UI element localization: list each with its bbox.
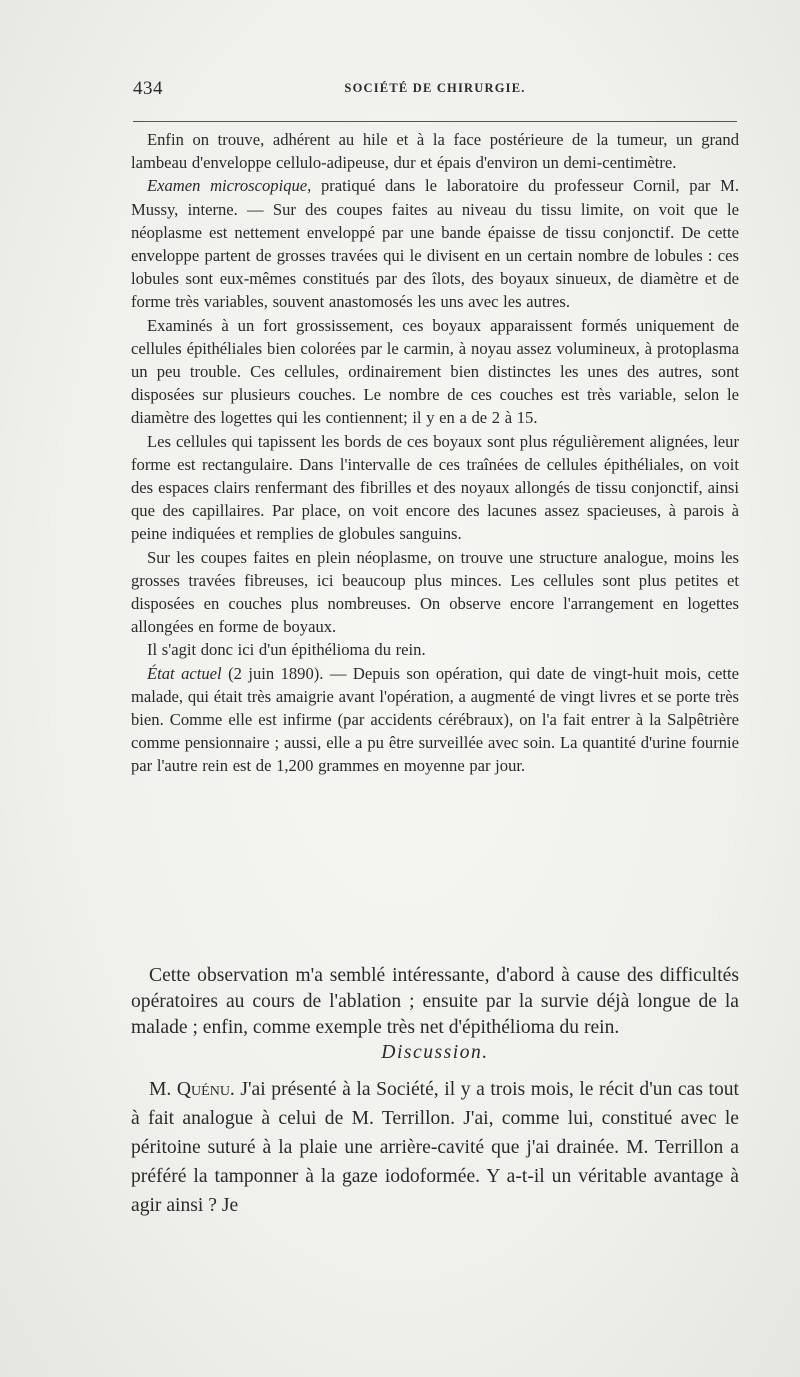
paragraph-microscopic-exam: Examen microscopique, pratiqué dans le laboratoire du professeur Cornil, par M. Mussy, interne. — Sur des coupes faites au niveau du tissu limite, on voit que le néoplasme est nettement enveloppé par une bande épaisse de tissu conjonctif. De cette enveloppe partent de grosses travées qui le divisent en un certain nombre de lobules : ces lobules sont eux-mêmes constitués par des îlots, des boyaux sinueux, de diamètre et de forme très variables, souvent anastomosés les uns avec les autres.	[131, 176, 739, 312]
section-label: Examen microscopique,	[147, 176, 312, 196]
header-rule	[133, 121, 737, 122]
discussion-heading: Discussion.	[381, 1042, 489, 1063]
page-number: 434	[133, 78, 163, 99]
paragraph: Examinés à un fort grossissement, ces boyaux apparaissent formés uniquement de cellules épithéliales bien colorées par le carmin, à noyau assez volumineux, à protoplasma un peu trouble. Ces cellules, ordinairement bien distinctes les unes des autres, sont disposées sur plusieurs couches. Le nombre de ces couches est très variable, selon le diamètre des logettes qui les contiennent; il y en a de 2 à 15.	[131, 315, 739, 428]
section-label: État actuel	[147, 663, 222, 683]
case-report-text	[131, 128, 739, 778]
discussion-text	[131, 963, 739, 1220]
paragraph: Les cellules qui tapissent les bords de ces boyaux sont plus régulièrement alignées, leur forme est rectangulaire. Dans l'intervalle de ces traînées de cellules épithéliales, on voit des espaces clairs renfermant des fibrilles et des noyaux allongés de tissu conjonctif, ainsi que des capillaires. Par place, on voit encore des lacunes assez spacieuses, à parois à peine indiquées et remplies de globules sanguins.	[131, 431, 739, 544]
paragraph: Il s'agit donc ici d'un épithélioma du rein.	[147, 640, 426, 660]
paragraph: Sur les coupes faites en plein néoplasme, on trouve une structure analogue, moins les grosses travées fibreuses, ici beaucoup plus minces. Les cellules sont plus petites et disposées en couches plus nombreuses. On observe encore l'arrangement en logettes allongées en forme de boyaux.	[131, 547, 739, 637]
paragraph: Enfin on trouve, adhérent au hile et à la face postérieure de la tumeur, un grand lambeau d'enveloppe cellulo-adipeuse, dur et épais d'environ un demi-centimètre.	[131, 130, 739, 173]
paragraph-conclusion: Cette observation m'a semblé intéressante, d'abord à cause des difficultés opératoires au cours de l'ablation ; ensuite par la survie déjà longue de la malade ; enfin, comme exemple très net d'épithélioma du rein.	[131, 965, 739, 1038]
speaker-name: M. Quénu.	[149, 1079, 235, 1100]
running-title: SOCIÉTÉ DE CHIRURGIE.	[344, 81, 526, 95]
paragraph-current-state: État actuel (2 juin 1890). — Depuis son opération, qui date de vingt-huit mois, cette malade, qui était très amaigrie avant l'opération, a augmenté de vingt livres et se porte très bien. Comme elle est infirme (par accidents cérébraux), on l'a fait entrer à la Salpêtrière comme pensionnaire ; aussi, elle a pu être surveillée avec soin. La quantité d'urine fournie par l'autre rein est de 1,200 grammes en moyenne par jour.	[131, 663, 739, 776]
page-header	[133, 78, 737, 102]
paragraph-speaker: M. Quénu. J'ai présenté à la Société, il y a trois mois, le récit d'un cas tout à fait analogue à celui de M. Terrillon. J'ai, comme lui, constitué avec le péritoine suturé à la plaie une arrière-cavité que j'ai drainée. M. Terrillon a préféré la tamponner à la gaze iodoformée. Y a-t-il un véritable avantage à agir ainsi ? Je	[131, 1079, 739, 1216]
